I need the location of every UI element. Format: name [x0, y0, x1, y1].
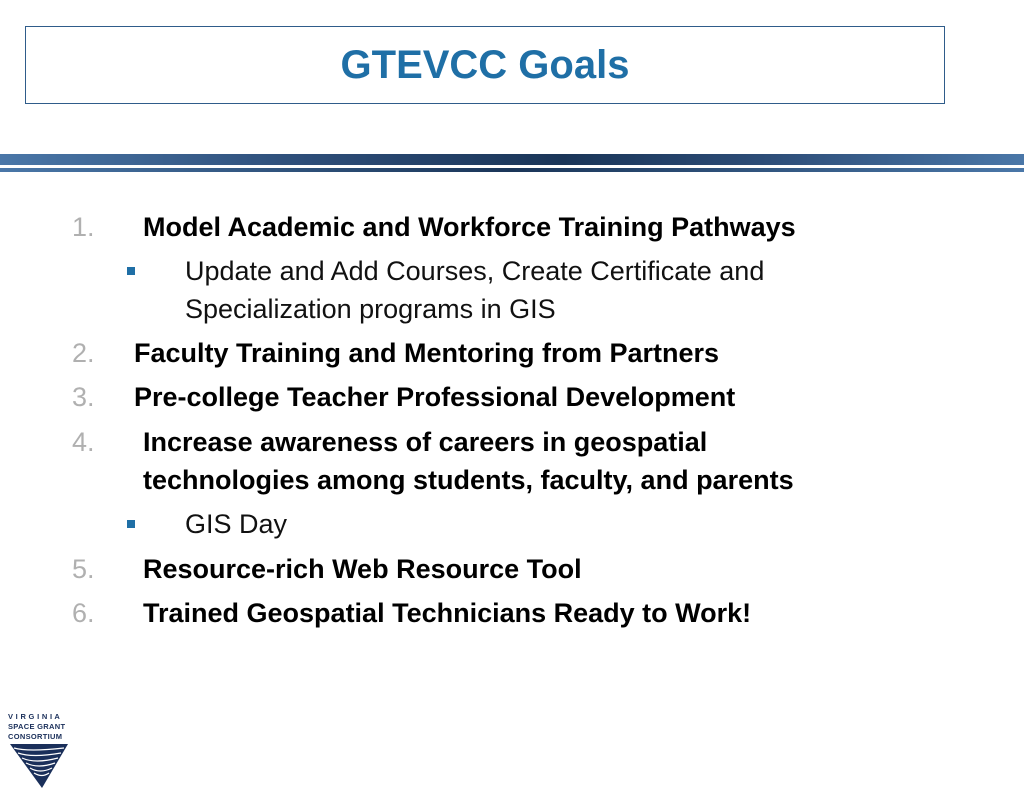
subitem-text-line2: Specialization programs in GIS — [185, 294, 556, 324]
square-bullet-icon — [127, 520, 135, 528]
logo-text-line1: V I R G I N I A — [8, 712, 61, 721]
divider-thin-bar — [0, 168, 1024, 172]
goal-text: Model Academic and Workforce Training Pathways — [143, 212, 796, 242]
logo-text-line2: SPACE GRANT — [8, 722, 66, 731]
goal-number: 5. — [72, 554, 95, 584]
goal-number: 2. — [72, 338, 95, 368]
goal-text: Trained Geospatial Technicians Ready to Work! — [143, 598, 752, 628]
title-box — [25, 26, 945, 104]
logo-text-line3: CONSORTIUM — [8, 732, 63, 741]
subitem-text-line1: Update and Add Courses, Create Certificate and — [185, 256, 765, 286]
goal-text-line1: Increase awareness of careers in geospatial — [143, 427, 708, 457]
goal-text-line2: technologies among students, faculty, and parents — [143, 465, 794, 495]
goal-number: 4. — [72, 427, 95, 457]
page-title: GTEVCC Goals — [340, 42, 630, 87]
divider-thick-bar — [0, 154, 1024, 165]
goal-number: 1. — [72, 212, 95, 242]
goal-text: Faculty Training and Mentoring from Partners — [134, 338, 720, 368]
logo — [8, 712, 72, 790]
subitem-text-line1: GIS Day — [185, 509, 288, 539]
goal-number: 3. — [72, 382, 95, 412]
triangle-wave-logo-icon — [8, 742, 70, 790]
goal-text: Resource-rich Web Resource Tool — [143, 554, 582, 584]
goal-number: 6. — [72, 598, 95, 628]
square-bullet-icon — [127, 267, 135, 275]
goal-text: Pre-college Teacher Professional Development — [134, 382, 736, 412]
header-divider — [0, 154, 1024, 174]
